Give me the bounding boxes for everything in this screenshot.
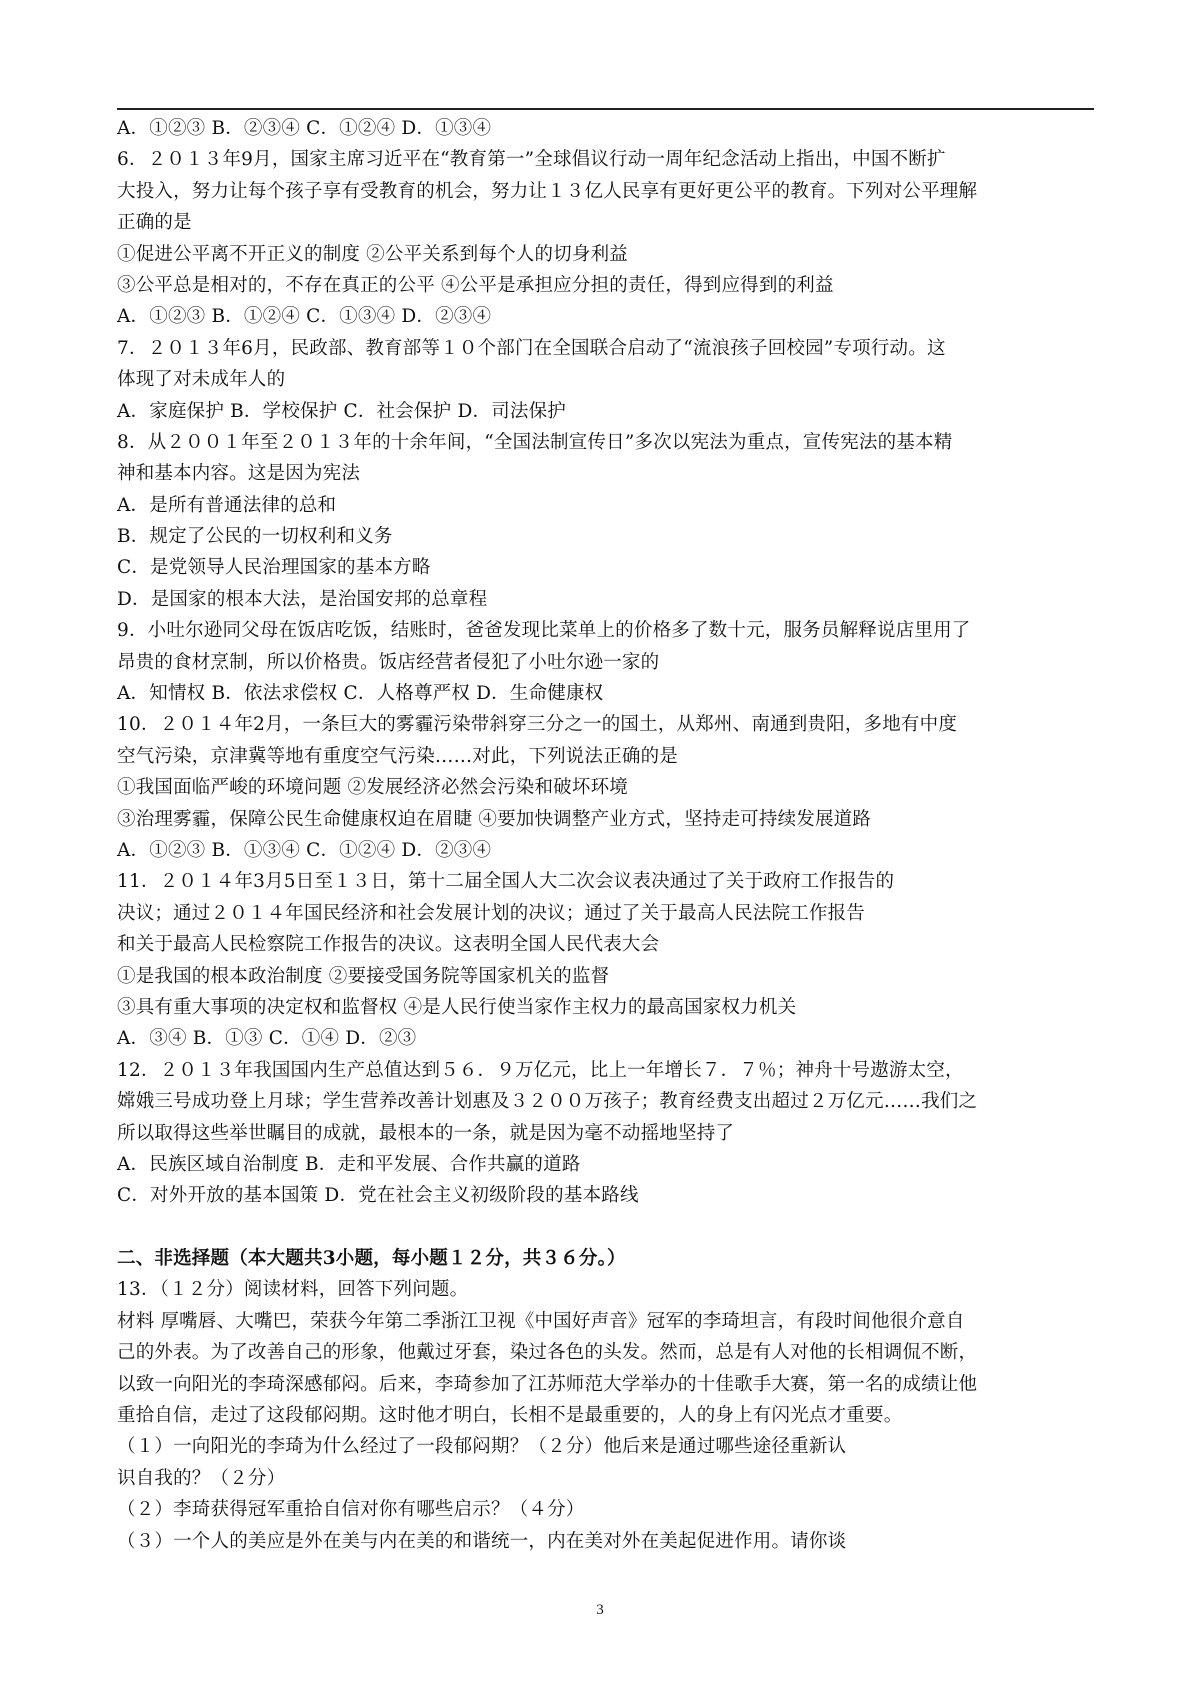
- question-11: [117, 866, 1094, 1054]
- q6-stem-line: 正确的是: [117, 212, 192, 234]
- header-rule: [117, 108, 1094, 110]
- q12-stem-line: 嫦娥三号成功登上月球；学生营养改善计划惠及３２００万孩子；教育经费支出超过２万亿元……我们之: [117, 1091, 978, 1113]
- q8-option: B．规定了公民的一切权利和义务: [117, 526, 393, 548]
- q10-statement: ①我国面临严峻的环境问题 ②发展经济必然会污染和破坏环境: [117, 777, 628, 799]
- q7-options: A．家庭保护 B．学校保护 C．社会保护 D．司法保护: [117, 400, 566, 422]
- question-7: [117, 333, 1094, 427]
- q7-stem-line: 体现了对未成年人的: [117, 369, 286, 391]
- q13-question-line: （１）一向阳光的李琦为什么经过了一段郁闷期？（２分）他后来是通过哪些途径重新认: [117, 1436, 847, 1458]
- q13-question-line: （３）一个人的美应是外在美与内在美的和谐统一，内在美对外在美起促进作用。请你谈: [117, 1530, 847, 1552]
- page-number: 3: [596, 1602, 604, 1618]
- q11-stem-line: 11．２０１４年3月5日至１３日，第十二届全国人大二次会议表决通过了关于政府工作报告的: [117, 871, 895, 893]
- q7-stem-line: 7．２０１３年6月，民政部、教育部等１０个部门在全国联合启动了“流浪孩子回校园”专项行动。这: [117, 337, 946, 359]
- section-2-title: 二、非选择题（本大题共3小题，每小题１２分，共３６分。）: [117, 1248, 626, 1270]
- q12-stem-line: 12．２０１３年我国国内生产总值达到５６．９万亿元，比上一年增长７．７％；神舟十号遨游太空，: [117, 1059, 964, 1081]
- q9-stem-line: 昂贵的食材烹制，所以价格贵。饭店经营者侵犯了小吐尔逊一家的: [117, 651, 660, 673]
- q12-option: C．对外开放的基本国策 D．党在社会主义初级阶段的基本路线: [117, 1185, 639, 1207]
- q11-options: A．③④ B．①③ C．①④ D．②③: [117, 1028, 417, 1050]
- q13-material-line: 己的外表。为了改善自己的形象，他戴过牙套，染过各色的头发。然而，总是有人对他的长相调侃不断，: [117, 1342, 978, 1364]
- q9-stem-line: 9．小吐尔逊同父母在饭店吃饭，结账时，爸爸发现比菜单上的价格多了数十元，服务员解释说店里用了: [117, 620, 971, 642]
- q9-options: A．知情权 B．依法求偿权 C．人格尊严权 D．生命健康权: [117, 683, 604, 705]
- q8-option: D．是国家的根本大法，是治国安邦的总章程: [117, 588, 488, 610]
- section-spacer: [117, 1212, 1094, 1243]
- q8-option: A．是所有普通法律的总和: [117, 494, 337, 516]
- q10-statement: ③治理雾霾，保障公民生命健康权迫在眉睫 ④要加快调整产业方式，坚持走可持续发展道路: [117, 808, 872, 830]
- q13-material-line: 以致一向阳光的李琦深感郁闷。后来，李琦参加了江苏师范大学举办的十佳歌手大赛，第一名的成绩让他: [117, 1373, 978, 1395]
- q13-question-line: （２）李琦获得冠军重拾自信对你有哪些启示？（４分）: [117, 1499, 585, 1521]
- question-6: [117, 144, 1094, 332]
- question-8: [117, 427, 1094, 615]
- q11-stem-line: 决议；通过２０１４年国民经济和社会发展计划的决议；通过了关于最高人民法院工作报告: [117, 902, 866, 924]
- q6-options: A．①②③ B．①②④ C．①③④ D．②③④: [117, 306, 492, 328]
- q10-options: A．①②③ B．①③④ C．①②④ D．②③④: [117, 839, 492, 861]
- q13-question-line: 识自我的？（２分）: [117, 1467, 286, 1489]
- q6-stem-line: 6．２０１３年9月，国家主席习近平在“教育第一”全球倡议行动一周年纪念活动上指出，中国不断扩: [117, 149, 946, 171]
- q10-stem-line: 空气污染，京津冀等地有重度空气污染……对此，下列说法正确的是: [117, 745, 679, 767]
- q13-material-line: 重拾自信，走过了这段郁闷期。这时他才明白，长相不是最重要的，人的身上有闪光点才重要。: [117, 1405, 903, 1427]
- page-content: [117, 113, 1094, 1557]
- q11-statement: ①是我国的根本政治制度 ②要接受国务院等国家机关的监督: [117, 965, 610, 987]
- q13-intro: 13．（１２分）阅读材料，回答下列问题。: [117, 1279, 469, 1301]
- q11-statement: ③具有重大事项的决定权和监督权 ④是人民行使当家作主权力的最高国家权力机关: [117, 996, 797, 1018]
- q12-stem-line: 所以取得这些举世瞩目的成就，最根本的一条，就是因为毫不动摇地坚持了: [117, 1122, 735, 1144]
- question-12: [117, 1055, 1094, 1212]
- q6-statement: ①促进公平离不开正义的制度 ②公平关系到每个人的切身利益: [117, 243, 628, 265]
- q8-option: C．是党领导人民治理国家的基本方略: [117, 557, 431, 579]
- q10-stem-line: 10．２０１４年2月，一条巨大的雾霾污染带斜穿三分之一的国土，从郑州、南通到贵阳，多地有中度: [117, 714, 958, 736]
- q6-statement: ③公平总是相对的，不存在真正的公平 ④公平是承担应分担的责任，得到应得到的利益: [117, 274, 834, 296]
- q6-stem-line: 大投入，努力让每个孩子享有受教育的机会，努力让１３亿人民享有更好更公平的教育。下列对公平理解: [117, 180, 978, 202]
- question-13: [117, 1274, 1094, 1557]
- q11-stem-line: 和关于最高人民检察院工作报告的决议。这表明全国人民代表大会: [117, 934, 660, 956]
- q5-options: A．①②③ B．②③④ C．①②④ D．①③④: [117, 118, 492, 139]
- q12-option: A．民族区域自治制度 B．走和平发展、合作共赢的道路: [117, 1153, 581, 1175]
- question-10: [117, 709, 1094, 866]
- question-9: [117, 615, 1094, 709]
- q8-stem-line: 8．从２００１年至２０１３年的十余年间，“全国法制宣传日”多次以宪法为重点，宣传宪法的基本精: [117, 431, 953, 453]
- q13-material-line: 材料 厚嘴唇、大嘴巴，荣获今年第二季浙江卫视《中国好声音》冠军的李琦坦言，有段时间他很介意自: [117, 1310, 965, 1332]
- q8-stem-line: 神和基本内容。这是因为宪法: [117, 463, 361, 485]
